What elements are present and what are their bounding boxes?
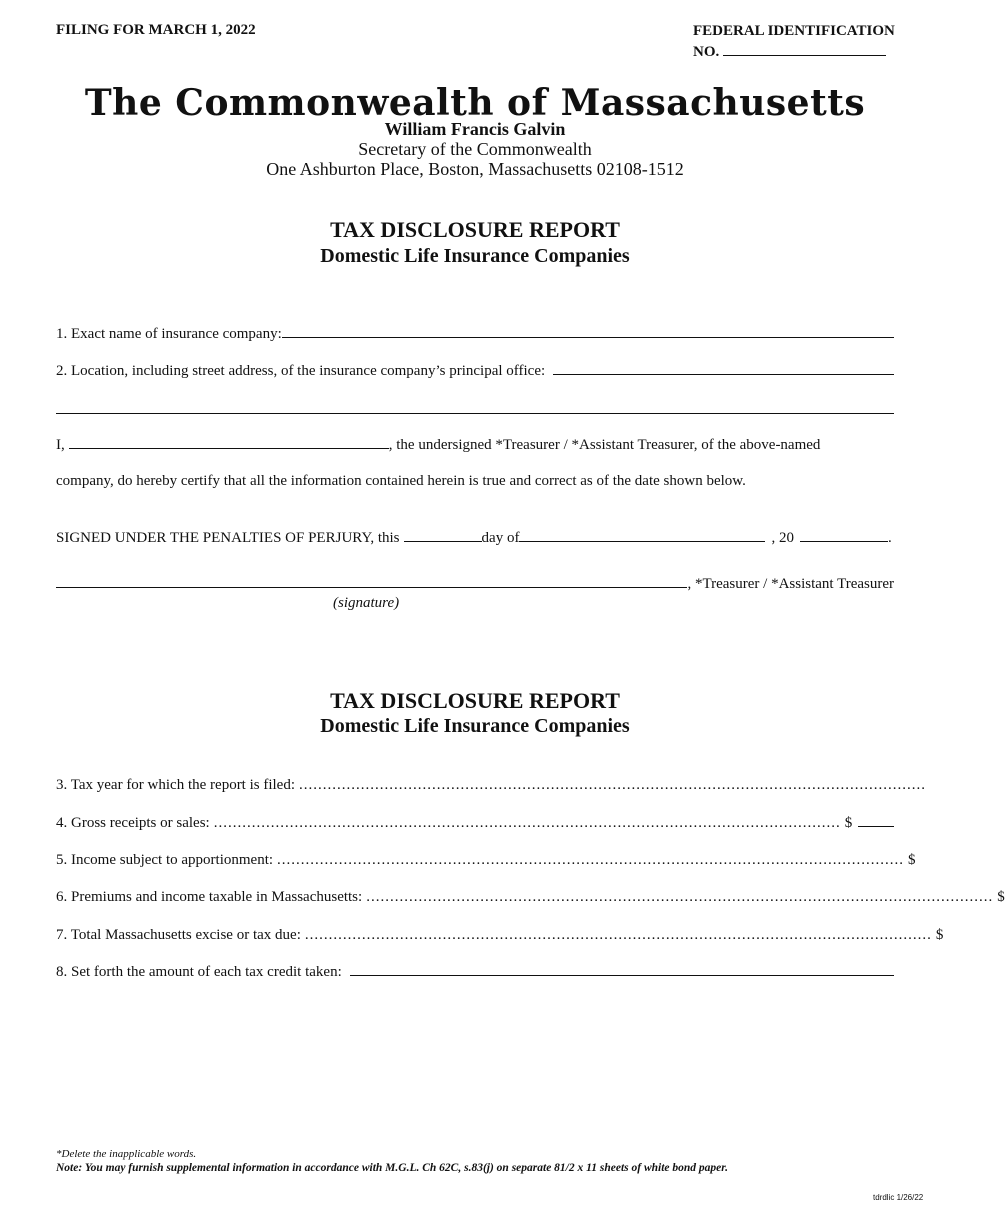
form-id: tdrdlic 1/26/22 — [873, 1193, 924, 1202]
currency-symbol: $ — [844, 815, 853, 831]
signed-row — [56, 529, 894, 547]
commonwealth-title: The Commonwealth of Massachusetts — [84, 82, 866, 124]
company-name-row — [56, 325, 894, 343]
secretary-title: Secretary of the Commonwealth — [358, 139, 592, 159]
federal-id-line1: FEDERAL IDENTIFICATION — [693, 23, 895, 39]
signed-label: SIGNED UNDER THE PENALTIES OF PERJURY, this — [56, 530, 400, 546]
premiums-taxable-label: 6. Premiums and income taxable in Massachusetts: — [56, 889, 363, 905]
premiums-taxable-row — [56, 888, 1005, 906]
currency-symbol: $ — [935, 927, 944, 943]
signed-day-input[interactable] — [404, 529, 482, 542]
tax-year-row — [56, 776, 927, 794]
signature-caption: (signature) — [333, 595, 400, 611]
secretary-name: William Francis Galvin — [384, 119, 566, 139]
certifier-name-input[interactable] — [69, 436, 389, 449]
gross-receipts-input[interactable] — [858, 814, 894, 827]
certification-line2: company, do hereby certify that all the information contained herein is true and correct as of the date shown below. — [56, 473, 746, 489]
federal-id-input[interactable] — [723, 41, 886, 56]
income-apportionment-row — [56, 851, 916, 869]
signature-row — [56, 575, 894, 593]
dot-leader: .................................................................................................................................... — [304, 927, 932, 943]
report-subtitle-bottom: Domestic Life Insurance Companies — [320, 715, 630, 737]
signed-month-input[interactable] — [519, 529, 765, 542]
gross-receipts-row — [56, 814, 894, 832]
agency-address: One Ashburton Place, Boston, Massachusetts 02108-1512 — [266, 159, 684, 179]
total-excise-row — [56, 926, 944, 944]
filing-date: FILING FOR MARCH 1, 2022 — [56, 22, 256, 38]
dot-leader: .................................................................................................................................... — [299, 777, 927, 793]
footnote: *Delete the inapplicable words. — [56, 1148, 197, 1160]
principal-office-row — [56, 362, 894, 380]
dot-leader: .................................................................................................................................... — [277, 852, 905, 868]
income-apportionment-label: 5. Income subject to apportionment: — [56, 852, 274, 868]
signed-day-label: day of — [481, 530, 520, 546]
signature-role: , *Treasurer / *Assistant Treasurer — [687, 576, 894, 592]
dot-leader: .................................................................................................................................... — [213, 815, 841, 831]
tax-credit-input[interactable] — [350, 963, 894, 976]
principal-office-input-line2[interactable] — [56, 413, 894, 414]
federal-id-line2 — [693, 41, 895, 62]
signed-year-prefix: , 20 — [771, 530, 794, 546]
supplemental-note: Note: You may furnish supplemental information in accordance with M.G.L. Ch 62C, s.83(j) on separate 81/2 x 11 sheets of white bond paper. — [56, 1162, 728, 1174]
certification-row — [56, 436, 894, 454]
tax-credit-row — [56, 963, 894, 981]
dot-leader: .................................................................................................................................... — [366, 889, 994, 905]
gross-receipts-label: 4. Gross receipts or sales: — [56, 815, 210, 831]
report-subtitle-top: Domestic Life Insurance Companies — [320, 245, 630, 267]
signed-year-input[interactable] — [800, 529, 888, 542]
certification-prefix: I, — [56, 437, 65, 453]
signature-input[interactable] — [56, 575, 687, 588]
tax-year-label: 3. Tax year for which the report is filed: — [56, 777, 296, 793]
company-name-input[interactable] — [282, 325, 894, 338]
tax-credit-label: 8. Set forth the amount of each tax credit taken: — [56, 964, 342, 980]
signed-period: . — [887, 530, 892, 546]
report-title-top: TAX DISCLOSURE REPORT — [330, 217, 620, 242]
currency-symbol: $ — [908, 852, 916, 868]
company-name-label: 1. Exact name of insurance company: — [56, 326, 282, 342]
currency-symbol: $ — [997, 889, 1005, 905]
federal-id-label — [693, 22, 895, 62]
federal-id-no-label: NO. — [693, 44, 720, 60]
report-title-bottom: TAX DISCLOSURE REPORT — [330, 688, 620, 713]
principal-office-input[interactable] — [553, 362, 894, 375]
total-excise-label: 7. Total Massachusetts excise or tax due: — [56, 927, 301, 943]
principal-office-label: 2. Location, including street address, of the insurance company’s principal office: — [56, 363, 546, 379]
certification-suffix: , the undersigned *Treasurer / *Assistant Treasurer, of the above-named — [388, 437, 821, 453]
